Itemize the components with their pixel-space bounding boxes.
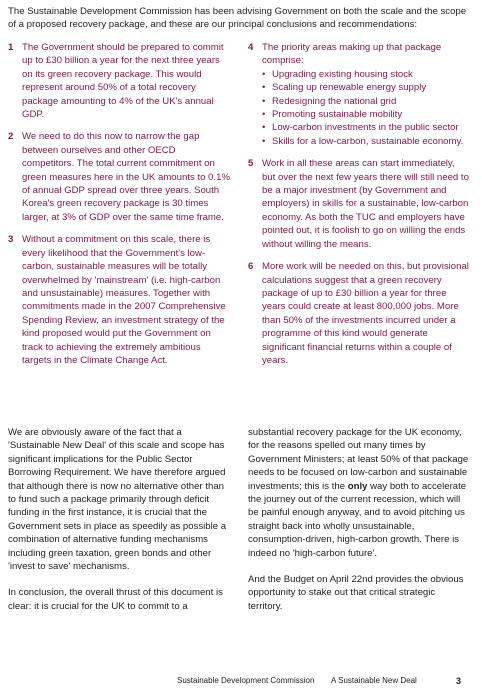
priority-areas-list [262,68,470,148]
priority-area-item: • Redesigning the national grid [262,95,470,108]
intro-paragraph: The Sustainable Development Commission has been advising Government on both the scale and the scope of a proposed recovery package, and these are our principal conclusions and recommendations: [8,6,467,30]
recommendation-number: 4 [248,42,254,53]
recommendations-column-left [8,41,230,376]
body-paragraph: In conclusion, the overall thrust of this document is clear: it is crucial for the UK to commit to a [8,587,223,612]
recommendation-text: The priority areas making up that package comprise: [262,42,442,67]
paragraph-text: substantial recovery package for the UK economy, for the reasons spelled out many times by Government Ministers; at least 50% of that package needs to be focused on low-carbon and sustainable investments; this is the [248,427,469,492]
recommendation-text: Work in all these areas can start immediately, but over the next few years there will still need to be a major investment (by Government and employers) in skills for a sustainable, low-carbon economy. As both the TUC and employers have pointed out, it is foolish to go on willing the ends without willing the means. [262,158,469,250]
priority-area-item: • Low-carbon investments in the public sector [262,121,470,134]
conclusion-column-left [8,426,230,626]
recommendation-2 [8,130,230,224]
recommendation-text: We need to do this now to narrow the gap between ourselves and other OECD competitors. The total current commitment on green measures here in the UK amounts to 0.1% of annual GDP spread over three years. South Korea's green recovery package is 30 times larger, at 3% of GDP over the same time frame. [22,131,230,223]
recommendation-4 [248,41,470,148]
recommendation-text: More work will be needed on this, but provisional calculations suggest that a green recovery package of up to £30 billion a year for three years could create at least 800,000 jobs. More than 50% of the investments incurred under a programme of this kind would generate significant financial returns within a couple of years. [262,261,469,366]
conclusion-column-right [248,426,470,626]
footer-publication-title: A Sustainable New Deal [331,676,417,685]
recommendation-1 [8,41,230,121]
recommendation-number: 2 [8,131,14,143]
priority-area-item: • Upgrading existing housing stock [262,68,470,81]
paragraph-text: way both to accelerate the journey out of the current recession, which will be painful enough anyway, and to avoid pitching us straight back into wholly unsustainable, consumption-driven, high-carbon growth. There is indeed no 'high-carbon future'. [248,480,467,559]
recommendations-column-right [248,41,470,376]
recommendation-number: 6 [248,261,254,273]
recommendation-number: 3 [8,234,14,246]
body-paragraph: And the Budget on April 22nd provides the obvious opportunity to stake out that critical strategic territory. [248,574,464,612]
priority-area-item: • Skills for a low-carbon, sustainable economy. [262,135,470,148]
recommendation-5 [248,157,470,251]
recommendation-6 [248,260,470,367]
recommendation-3 [8,233,230,367]
body-paragraph: We are obviously aware of the fact that a 'Sustainable New Deal' of this scale and scope has significant implications for the Public Sector Borrowing Requirement. We have therefore argued that although there is now no alternative other than to fund such a package primarily through deficit funding in the first instance, it is crucial that the Government sets in place as speedily as possible a combination of alternative funding mechanisms including green taxation, green bonds and other 'invest to save' mechanisms. [8,427,227,573]
recommendation-text: Without a commitment on this scale, there is every likelihood that the Government's low-carbon, sustainable measures will be totally overwhelmed by 'mainstream' (i.e. high-carbon and unsustainable) measures. Together with commitments made in the 2007 Comprehensive Spending Review, an investment strategy of the kind proposed would put the Government on track to achieving the extremely ambitious targets in the Climate Change Act. [22,234,226,366]
footer-organisation: Sustainable Development Commission [177,676,315,685]
recommendation-number: 1 [8,42,14,53]
priority-area-item: • Scaling up renewable energy supply [262,81,470,94]
recommendation-text: The Government should be prepared to commit up to £30 billion a year for the next three years on its green recovery package. This would represent around 50% of a total recovery package amounting to 4% of the UK's annual GDP. [22,42,224,121]
priority-area-item: • Promoting sustainable mobility [262,108,470,121]
recommendation-number: 5 [248,158,254,170]
page-number: 3 [456,676,462,686]
body-paragraph [248,426,470,560]
emphasis-text: only [347,480,368,492]
